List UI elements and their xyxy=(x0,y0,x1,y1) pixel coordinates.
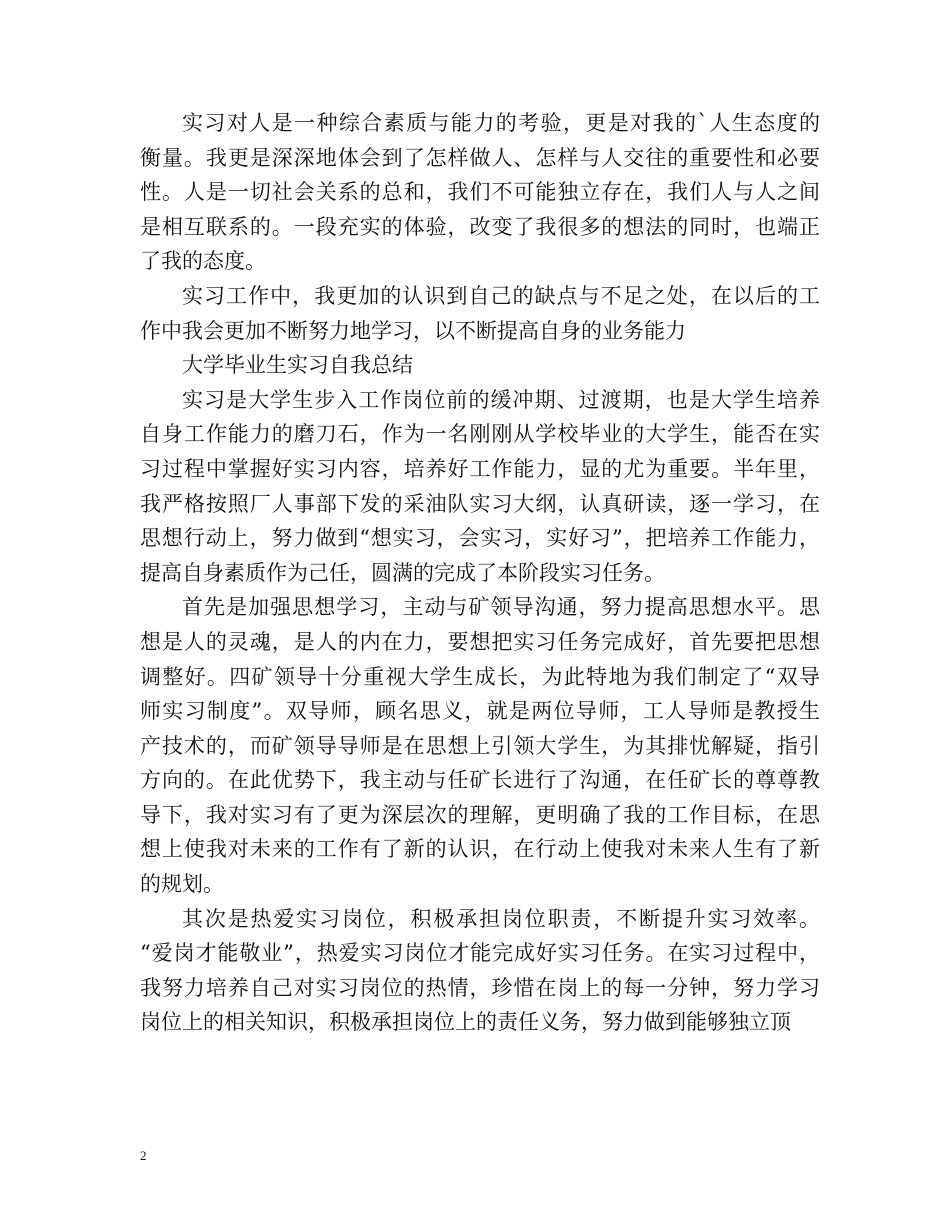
text-line: 我严格按照厂人事部下发的采油队实习大纲，认真研读，逐一学习，在 xyxy=(140,491,820,516)
text-line: 性。人是一切社会关系的总和，我们不可能独立存在，我们人与人之间 xyxy=(140,180,820,205)
text-line: 提高自身素质作为己任，圆满的完成了本阶段实习任务。 xyxy=(140,560,665,585)
text-line: 方向的。在此优势下，我主动与任矿长进行了沟通，在任矿长的尊尊教 xyxy=(140,768,820,793)
text-line: 调整好。四矿领导十分重视大学生成长，为此特地为我们制定了“双导 xyxy=(140,664,820,689)
text-line: 其次是热爱实习岗位，积极承担岗位职责，不断提升实习效率。 xyxy=(182,906,820,931)
text-line: 师实习制度”。双导师，顾名思义，就是两位导师，工人导师是教授生 xyxy=(140,699,820,724)
text-line: 想上使我对未来的工作有了新的认识，在行动上使我对未来人生有了新 xyxy=(140,837,820,862)
text-line: 岗位上的相关知识，积极承担岗位上的责任义务，努力做到能够独立顶 xyxy=(140,1010,791,1035)
paragraph xyxy=(140,279,820,348)
text-line: 了我的态度。 xyxy=(140,249,266,274)
text-line: 大学毕业生实习自我总结 xyxy=(182,353,413,378)
text-line: 的规划。 xyxy=(140,872,224,897)
text-line: 导下，我对实习有了更为深层次的理解，更明确了我的工作目标，在思 xyxy=(140,802,820,827)
text-line: 实习工作中，我更加的认识到自己的缺点与不足之处，在以后的工 xyxy=(182,283,820,308)
paragraph xyxy=(140,348,820,383)
paragraph xyxy=(140,590,820,901)
page-number: 2 xyxy=(140,1148,147,1163)
text-line: 想是人的灵魂，是人的内在力，要想把实习任务完成好，首先要把思想 xyxy=(140,629,820,654)
text-line: 产技术的，而矿领导导师是在思想上引领大学生，为其排忧解疑，指引 xyxy=(140,733,820,758)
paragraph xyxy=(140,106,820,279)
document-body xyxy=(140,106,820,1040)
text-line: 实习对人是一种综合素质与能力的考验，更是对我的`人生态度的 xyxy=(182,111,820,135)
text-line: 实习是大学生步入工作岗位前的缓冲期、过渡期，也是大学生培养 xyxy=(182,387,820,412)
text-line: 首先是加强思想学习，主动与矿领导沟通，努力提高思想水平。思 xyxy=(182,595,820,620)
text-line: 我努力培养自己对实习岗位的热情，珍惜在岗上的每一分钟，努力学习 xyxy=(140,975,820,1000)
text-line: 自身工作能力的磨刀石，作为一名刚刚从学校毕业的大学生，能否在实 xyxy=(140,422,820,447)
text-line: “爱岗才能敬业”，热爱实习岗位才能完成好实习任务。在实习过程中， xyxy=(140,941,820,966)
text-line: 思想行动上，努力做到“想实习，会实习，实好习”，把培养工作能力， xyxy=(140,526,820,551)
text-line: 衡量。我更是深深地体会到了怎样做人、怎样与人交往的重要性和必要 xyxy=(140,145,820,170)
paragraph xyxy=(140,383,820,591)
text-line: 作中我会更加不断努力地学习，以不断提高自身的业务能力 xyxy=(140,318,686,343)
text-line: 是相互联系的。一段充实的体验，改变了我很多的想法的同时，也端正 xyxy=(140,214,820,239)
paragraph xyxy=(140,902,820,1040)
text-line: 习过程中掌握好实习内容，培养好工作能力，显的尤为重要。半年里， xyxy=(140,456,820,481)
